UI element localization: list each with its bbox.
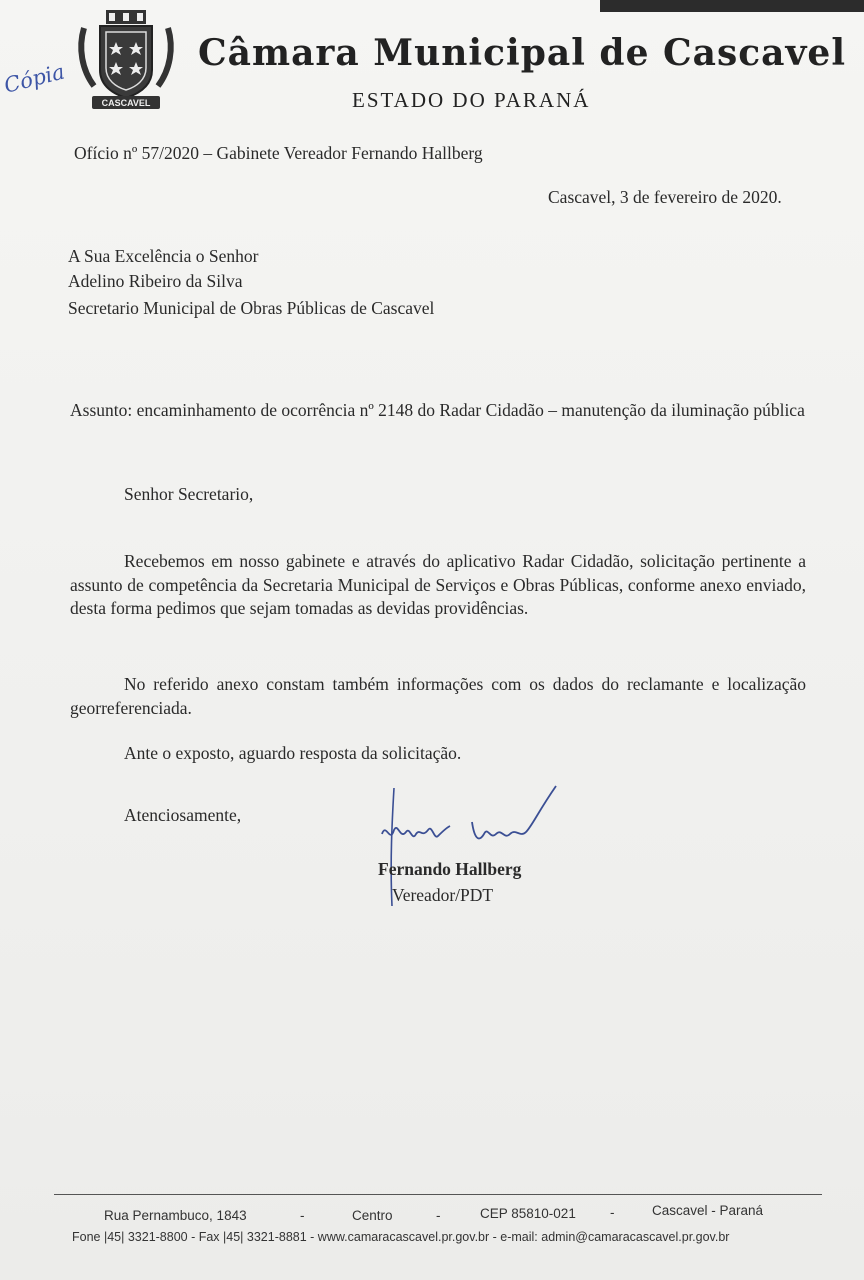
crest-label: CASCAVEL (101, 98, 151, 108)
recipient-line3: Secretario Municipal de Obras Públicas de Cascavel (68, 298, 435, 318)
footer-divider (54, 1194, 822, 1195)
footer-contact: Fone |45| 3321-8800 - Fax |45| 3321-8881 - www.camaracascavel.pr.gov.br - e-mail: admin@camaracascavel.pr.gov.br (72, 1230, 730, 1244)
signer-role: Vereador/PDT (392, 885, 494, 905)
footer-cep: CEP 85810-021 (480, 1206, 576, 1221)
signer-name: Fernando Hallberg (378, 859, 522, 879)
closing: Atenciosamente, (124, 805, 242, 825)
recipient-line1: A Sua Excelência o Senhor (68, 246, 259, 266)
letter-reference: Ofício nº 57/2020 – Gabinete Vereador Fernando Hallberg (74, 143, 483, 163)
paragraph-1: Recebemos em nosso gabinete e através do aplicativo Radar Cidadão, solicitação pertinente a assunto de competência da Secretaria Municipal de Serviços e Obras Públicas, conforme anexo enviado, desta forma pedimos que sejam tomadas as devidas providências. (70, 551, 806, 618)
footer-city: Cascavel - Paraná (652, 1203, 764, 1218)
crest-icon (76, 8, 176, 112)
footer-address: Rua Pernambuco, 1843 (104, 1208, 247, 1223)
subject: Assunto: encaminhamento de ocorrência nº 2148 do Radar Cidadão – manutenção da iluminação pública (70, 400, 805, 420)
footer-district: Centro (352, 1208, 393, 1223)
institution-title: Câmara Municipal de Cascavel (198, 32, 846, 74)
place-date: Cascavel, 3 de fevereiro de 2020. (548, 187, 782, 207)
recipient-line2: Adelino Ribeiro da Silva (68, 271, 243, 291)
footer-separator: - (300, 1208, 305, 1223)
paragraph-3: Ante o exposto, aguardo resposta da solicitação. (124, 743, 462, 763)
footer-separator: - (610, 1205, 615, 1220)
state-subtitle: ESTADO DO PARANÁ (352, 88, 591, 112)
handwritten-note: Cópia (1, 59, 68, 98)
salutation: Senhor Secretario, (124, 484, 254, 504)
paragraph-2: No referido anexo constam também informações com os dados do reclamante e localização georreferenciada. (70, 674, 806, 718)
dark-background-edge (600, 0, 864, 12)
footer-separator: - (436, 1208, 441, 1223)
